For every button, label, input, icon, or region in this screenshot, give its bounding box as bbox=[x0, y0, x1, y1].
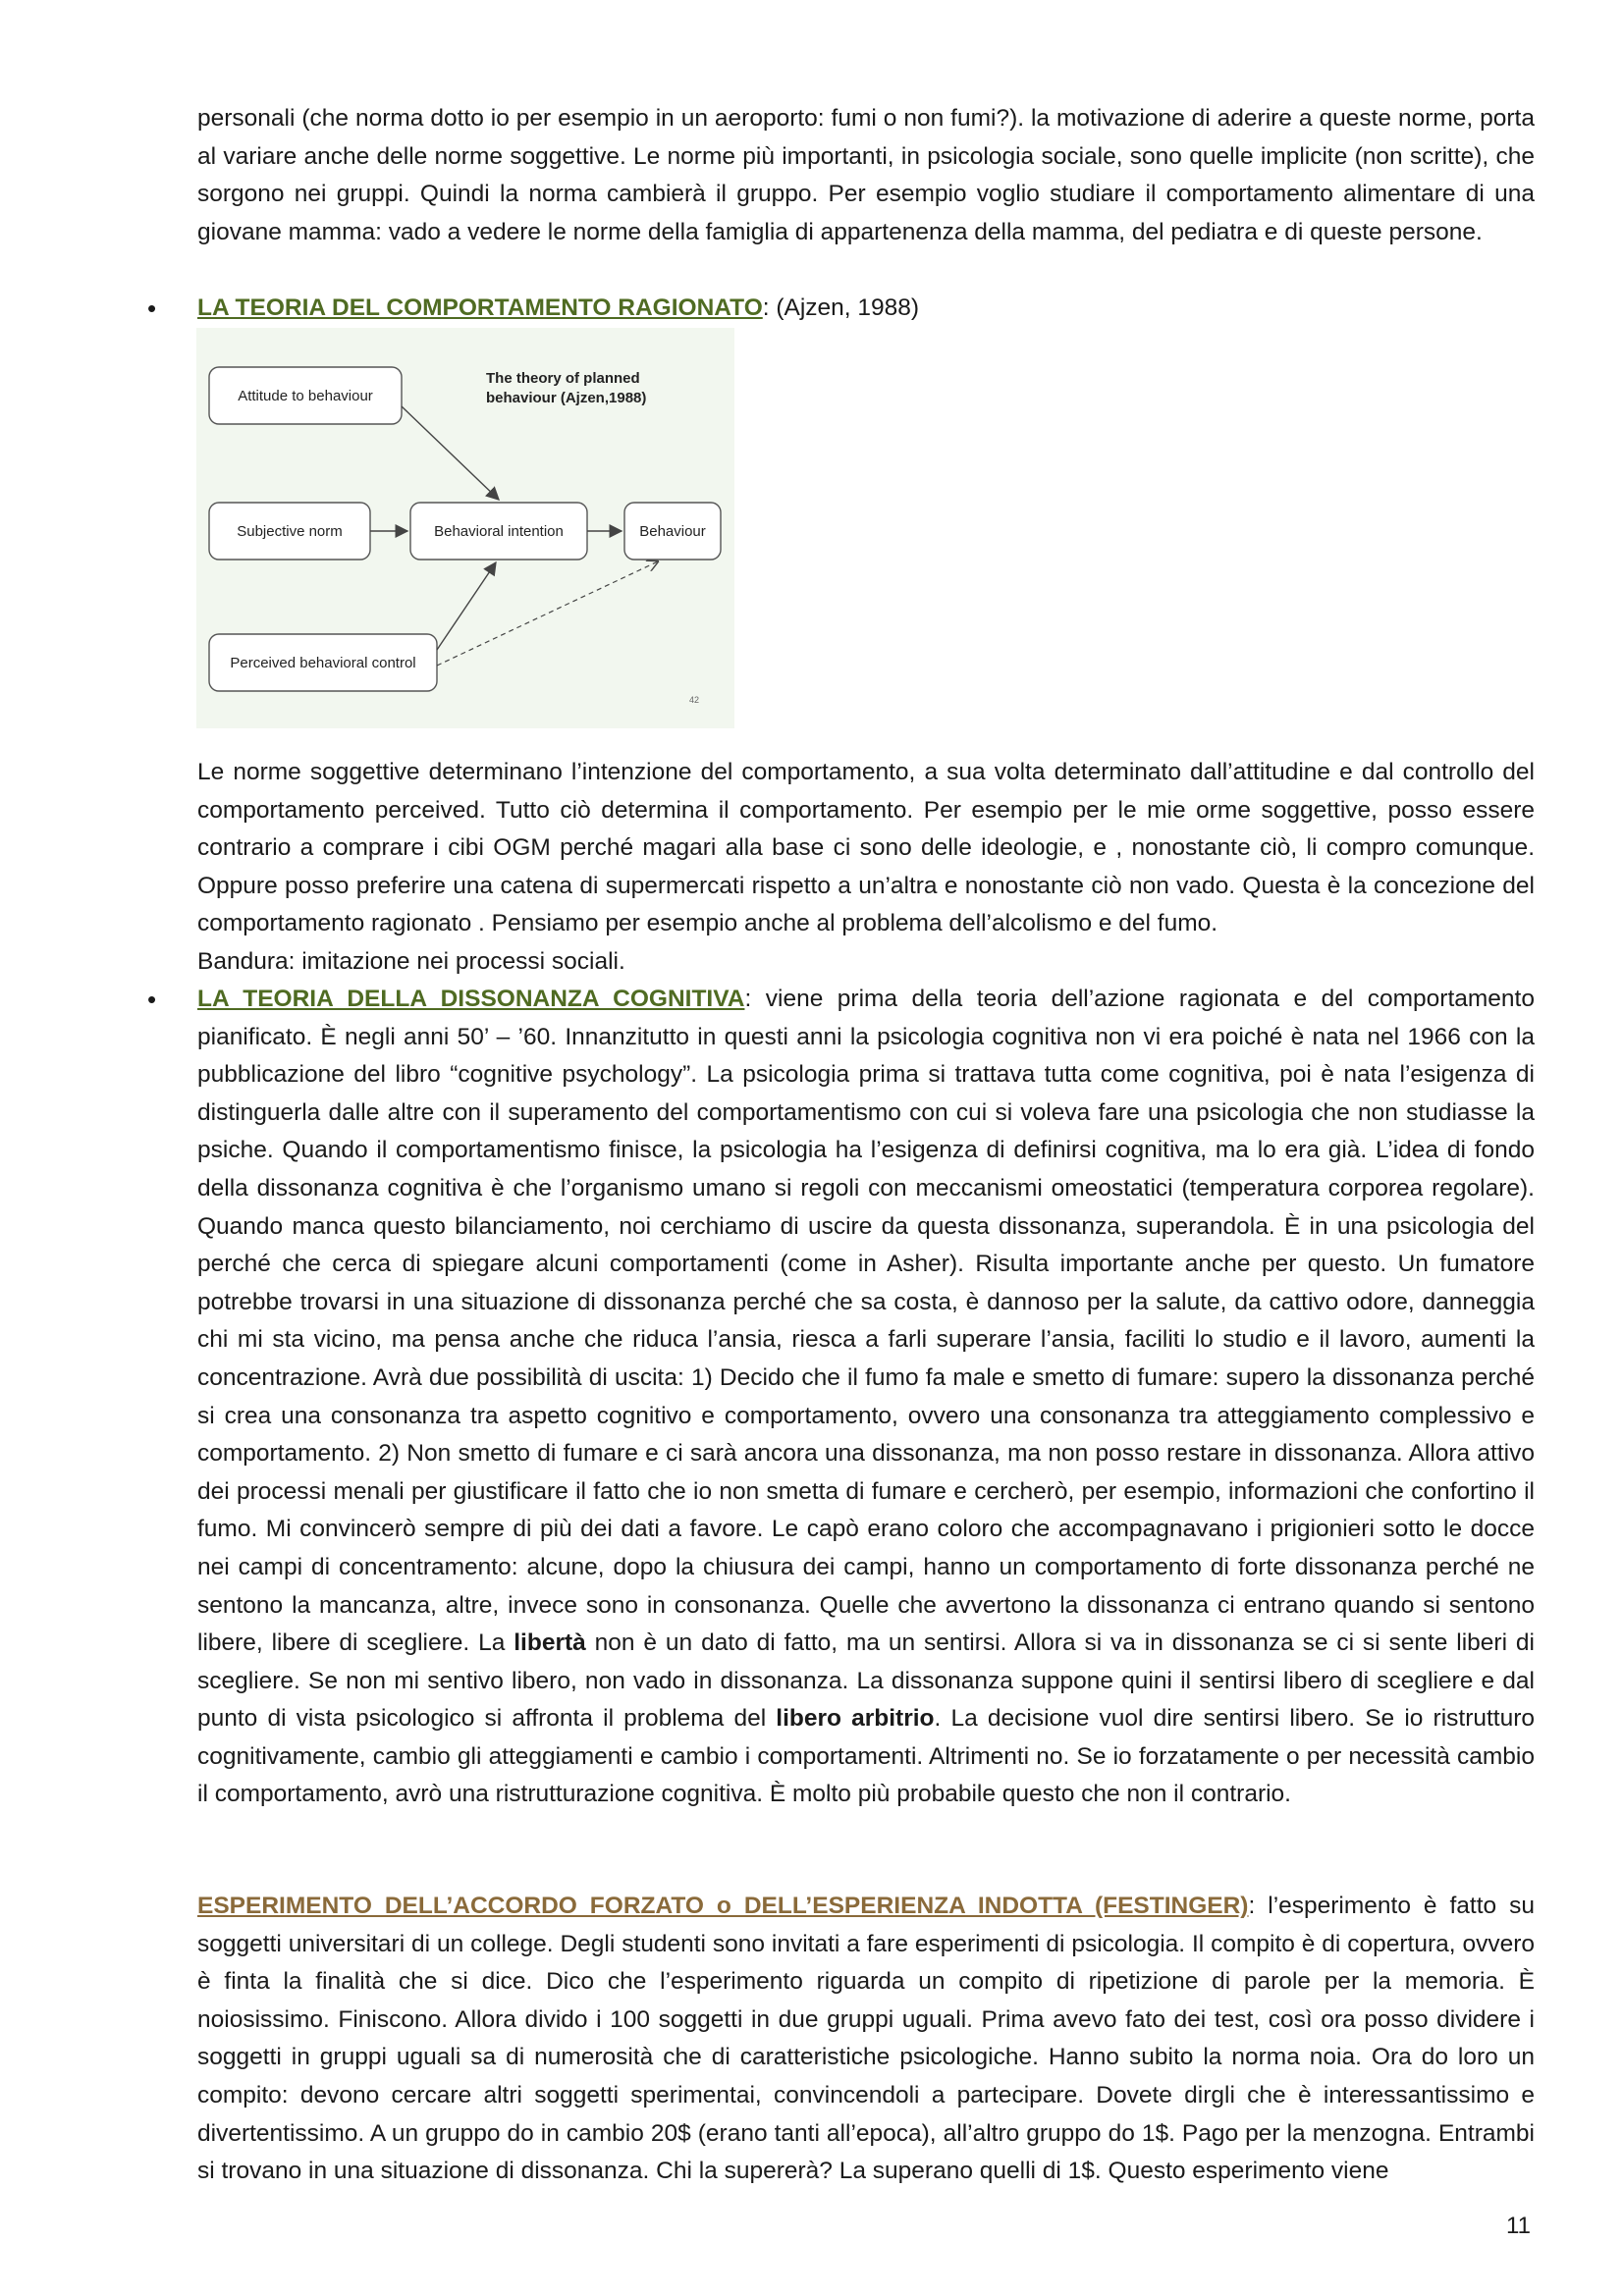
perceived-control-box-label: Perceived behavioral control bbox=[230, 655, 416, 671]
arrow-attitude-to-intention bbox=[402, 406, 499, 500]
experiment-heading: ESPERIMENTO DELL’ACCORDO FORZATO o DELL’ESPERIENZA INDOTTA (FESTINGER) bbox=[197, 1893, 1249, 1919]
section-heading: LA TEORIA DEL COMPORTAMENTO RAGIONATO bbox=[197, 294, 763, 321]
body-text-3: . La decisione vuol dire sentirsi libero. Se io ristrutturo cognitivamente, cambio gli atteggiamenti e cambio i comportamenti. Altrimenti no. Se io forzatamente o per necessità cambio il comportamento, avrò una ristrutturazione cognitiva. È molto più probabile questo che non il contrario. bbox=[197, 1705, 1535, 1808]
bullet-icon: • bbox=[147, 294, 157, 323]
intro-paragraph: personali (che norma dotto io per esempio in un aeroporto: fumi o non fumi?). la motivazione di aderire a queste norme, porta al variare anche delle norme soggettive. Le norme più importanti, in psicologia sociale, sono quelle implicite (non scritte), che sorgono nei gruppi. Quindi la norma cambierà il gruppo. Per esempio voglio studiare il comportamento alimentare di una giovane mamma: vado a vedere le norme della famiglia di appartenenza della mamma, del pediatra e di queste persone. bbox=[197, 105, 1535, 245]
bold-term-libero-arbitrio: libero arbitrio bbox=[776, 1705, 935, 1733]
bullet-icon: • bbox=[147, 985, 157, 1014]
section-dissonanza-cognitiva bbox=[147, 981, 1535, 1814]
paragraph-esperimento-festinger bbox=[197, 1888, 1535, 2191]
theory-planned-behaviour-diagram bbox=[196, 328, 734, 728]
bold-term-liberta: libertà bbox=[514, 1629, 586, 1657]
body-text-1: : viene prima della teoria dell’azione ragionata e del comportamento pianificato. È negli anni 50’ – ’60. Innanzitutto in questi anni la psicologia cognitiva non vi era poiché è nata nel 1966 con la pubblicazione del libro “cognitive psychology”. La psicologia prima si trattava tutta come cognitiva, poi è nata l’esigenza di distinguerla dalle altre con il superamento del comportamentismo con cui si voleva fare una psicologia che non studiasse la psiche. Quando il comportamentismo finisce, la psicologia ha l’esigenza di definirsi cognitiva, ma lo era già. L’idea di fondo della dissonanza cognitiva è che l’organismo umano si regoli con meccanismi omeostatici (temperatura corporea regolare). Quando manca questo bilanciamento, noi cerchiamo di uscire da questa dissonanza, superandola. È in una psicologia del perché che cerca di spiegare alcuni comportamenti (come in Asher). Risulta importante anche per questo. Un fumatore potrebbe trovarsi in una situazione di dissonanza perché che sa costa, è dannoso per la salute, da cattivo odore, danneggia chi mi sta vicino, ma pensa anche che riduca l’ansia, riesca a farli superare l’ansia, faciliti lo studio e il lavoro, aumenti la concentrazione. Avrà due possibilità di uscita: 1) Decido che il fumo fa male e smetto di fumare: supero la dissonanza perché si crea una consonanza tra aspetto cognitivo e comportamento, ovvero una consonanza tra atteggiamento complessivo e comportamento. 2) Non smetto di fumare e ci sarà ancora una dissonanza, ma non posso restare in dissonanza. Allora attivo dei processi menali per giustificare il fatto che io non smetta di fumare e cercherò, per esempio, informazioni che confortino il fumo. Mi convincerò sempre di più dei dati a favore. Le capò erano coloro che accompagnavano i prigionieri sotto le docce nei campi di concentramento: alcune, dopo la chiusura dei campi, hanno un comportamento di forte dissonanza perché ne sentono la mancanza, altre, invece sono in consonanza. Quelle che avvertono la dissonanza ci entrano quando si sentono libere, libere di scegliere. La bbox=[197, 986, 1535, 1657]
arrow-control-to-intention bbox=[437, 562, 496, 650]
page-number: 11 bbox=[1506, 2213, 1531, 2239]
paragraph-norme-soggettive: Le norme soggettive determinano l’intenzione del comportamento, a sua volta determinato dall’attitudine e dal controllo del comportamento perceived. Tutto ciò determina il comportamento. Per esempio per le mie orme soggettive, posso essere contrario a comprare i cibi OGM perché magari alla base ci sono delle ideologie, e , nonostante ciò, li compro comunque. Oppure posso preferire una catena di supermercati rispetto a un’altra e nonostante ciò non vado. Questa è la concezione del comportamento ragionato . Pensiamo per esempio anche al problema dell’alcolismo e del fumo. bbox=[197, 759, 1535, 937]
subjective-norm-box-label: Subjective norm bbox=[237, 523, 343, 540]
body-text-2: non è un dato di fatto, ma un sentirsi. Allora si va in dissonanza se ci si sente liberi di scegliere. Se non mi sentivo libero, non vado in dissonanza. La dissonanza suppone quini il sentirsi libero di scegliere e dal punto di vista psicologico si affronta il problema del bbox=[197, 1629, 1535, 1733]
paragraph-bandura: Bandura: imitazione nei processi sociali. bbox=[197, 948, 625, 975]
section-heading-citation: : (Ajzen, 1988) bbox=[762, 294, 920, 321]
diagram-title-line-1: The theory of planned bbox=[486, 370, 640, 387]
arrow-control-to-behaviour-dashed bbox=[437, 561, 658, 666]
attitude-box-label: Attitude to behaviour bbox=[238, 388, 373, 404]
section-comportamento-ragionato bbox=[147, 290, 1535, 328]
behaviour-box-label: Behaviour bbox=[639, 523, 706, 540]
section-heading: LA TEORIA DELLA DISSONANZA COGNITIVA bbox=[197, 986, 745, 1012]
section-body bbox=[197, 981, 1535, 1814]
diagram-title-line-2: behaviour (Ajzen,1988) bbox=[486, 390, 647, 406]
slide-number: 42 bbox=[689, 695, 700, 705]
behavioral-intention-box-label: Behavioral intention bbox=[434, 523, 564, 540]
experiment-body: : l’esperimento è fatto su soggetti universitari di un college. Degli studenti sono invitati a fare esperimenti di psicologia. Il compito è di copertura, ovvero è finta la finalità che si dice. Dico che l’esperimento riguarda un compito di ripetizione di parole per la memoria. È noiosissimo. Finiscono. Allora divido i 100 soggetti in due gruppi uguali. Prima avevo fato dei test, così ora posso dividere i soggetti in gruppi uguali sa di numerosità che di caratteristiche psicologiche. Hanno subito la norma noia. Ora do loro un compito: devono cercare altri soggetti sperimentai, convincendoli a partecipare. Dovete dirgli che è interessantissimo e divertentissimo. A un gruppo do in cambio 20$ (erano tanti all’epoca), all’altro gruppo do 1$. Pago per la menzogna. Entrambi si trovano in una situazione di dissonanza. Chi la supererà? La superano quelli di 1$. Questo esperimento viene bbox=[197, 1893, 1536, 2185]
